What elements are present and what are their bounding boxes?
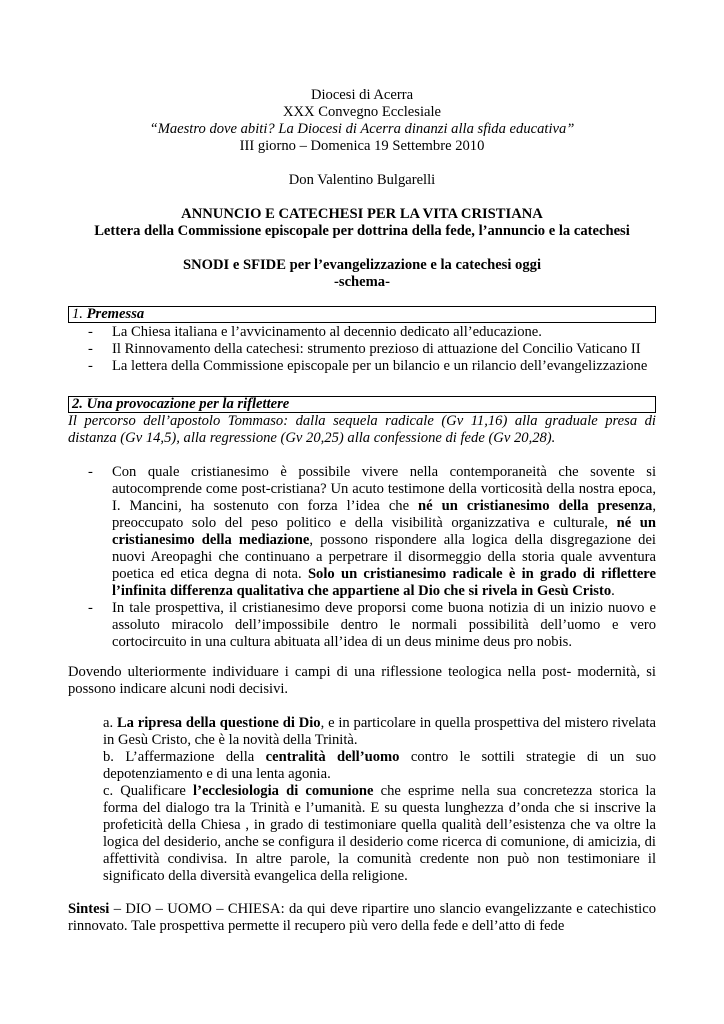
nodes-list	[103, 715, 656, 885]
convention-name: XXX Convegno Ecclesiale	[282, 104, 442, 120]
text-run: che esprime nella sua concretezza storica la forma del dialogo tra la Trinità e l’umanità. E su questa lunghezza d’onda che si inscrive la profeticità della Chiesa , in grado di testimoniare quella qualità dell’esistenza che va oltre la logica del desiderio, anche se configura il desiderio come ricerca di comunione, di amicizia, di affettività condivisa. In altre parole, la comunità credente non può non testimoniare il significato della diversità evangelica della religione.	[103, 783, 656, 884]
schema-label: -schema-	[334, 274, 390, 290]
emphasis: La ripresa della questione di Dio	[116, 715, 321, 731]
text-run: contro le sottili strategie di un suo depotenziamento e di una lenta agonia.	[103, 749, 656, 782]
emphasis: né un cristianesimo della mediazione	[112, 515, 656, 548]
text-run: b. L’affermazione della	[103, 749, 266, 765]
sintesi-label: Sintesi	[68, 901, 110, 917]
document-title: ANNUNCIO E CATECHESI PER LA VITA CRISTIANA	[181, 206, 543, 222]
section2-intro: Il percorso dell’apostolo Tommaso: dalla sequela radicale (Gv 11,16) alla graduale presa di distanza (Gv 14,5), alla regressione (Gv 20,25) alla confessione di fede (Gv 20,28).	[68, 413, 656, 446]
list-item	[88, 464, 656, 600]
list-item: - La Chiesa italiana e l’avvicinamento al decennio dedicato all’educazione.	[88, 324, 658, 341]
list-item: - In tale prospettiva, il cristianesimo deve proporsi come buona notizia di un inizio nuovo e assoluto miracolo dell’impossibile dentro le normali possibilità dell’uomo e vero cortocircuito in una cultura abituata all’idea di un deus minime deus pro nobis.	[88, 600, 656, 651]
event-date: III giorno – Domenica 19 Settembre 2010	[239, 138, 485, 154]
topic-heading: SNODI e SFIDE per l’evangelizzazione e la catechesi oggi	[182, 257, 542, 273]
text-run: Con quale cristianesimo è possibile vivere nella contemporaneità che sovente si autocomprende come post-cristiana? Un acuto testimone della vorticosità della nostra epoca, I. Mancini, ha sostenuto con forza l’idea che	[112, 464, 656, 514]
text-run: a.	[103, 715, 117, 731]
speaker-name: Don Valentino Bulgarelli	[288, 172, 436, 188]
document-subtitle: Lettera della Commissione episcopale per dottrina della fede, l’annuncio e la catechesi	[94, 223, 630, 239]
convention-motto: “Maestro dove abiti? La Diocesi di Acerra dinanzi alla sfida educativa”	[149, 121, 575, 137]
section1-heading-box	[68, 306, 656, 323]
nodes-intro-paragraph: Dovendo ulteriormente individuare i campi di una riflessione teologica nella post- modernità, si possono indicare alcuni nodi decisivi.	[68, 664, 656, 697]
emphasis: l’ecclesiologia di comunione	[193, 783, 374, 799]
sintesi-text: – DIO – UOMO – CHIESA: da qui deve ripartire uno slancio evangelizzante e catechistico rinnovato. Tale prospettiva permette il recupero più vero della fede e dell’atto di fede	[68, 901, 656, 934]
text-run: c. Qualificare	[103, 783, 194, 799]
text-run: .	[611, 583, 615, 599]
section1-title: Premessa	[86, 306, 145, 322]
node-b	[103, 749, 656, 783]
text-run: , preoccupato solo del peso politico e della visibilità organizzativa e culturale,	[112, 498, 656, 531]
node-c	[103, 783, 656, 885]
section1-number: 1.	[72, 306, 83, 322]
sintesi-paragraph	[68, 901, 656, 935]
node-a	[103, 715, 656, 749]
text-run: , possono rispondere alla logica della disgregazione dei nuovi Areopaghi che continuano a perpetrare il disormeggio della storia quale avventura poetica ed etica degna di nota.	[112, 532, 656, 582]
text-run: , e in particolare in quella prospettiva del mistero rivelata in Gesù Cristo, che è la novità della Trinità.	[103, 715, 656, 748]
diocese-name: Diocesi di Acerra	[310, 87, 414, 103]
section2-list	[88, 464, 656, 651]
section1-list	[88, 324, 658, 375]
list-item: - La lettera della Commissione episcopale per un bilancio e un rilancio dell’evangelizzazione	[88, 358, 658, 375]
list-item: - Il Rinnovamento della catechesi: strumento prezioso di attuazione del Concilio Vaticano II	[88, 341, 658, 358]
emphasis: centralità dell’uomo	[265, 749, 400, 765]
emphasis: Solo un cristianesimo radicale è in grado di riflettere l’infinita differenza qualitativa che appartiene al Dio che si rivela in Gesù Cristo	[112, 566, 656, 599]
section2-title: 2. Una provocazione per la riflettere	[72, 396, 290, 412]
emphasis: né un cristianesimo della presenza	[418, 498, 653, 514]
section2-heading-box	[68, 396, 656, 413]
